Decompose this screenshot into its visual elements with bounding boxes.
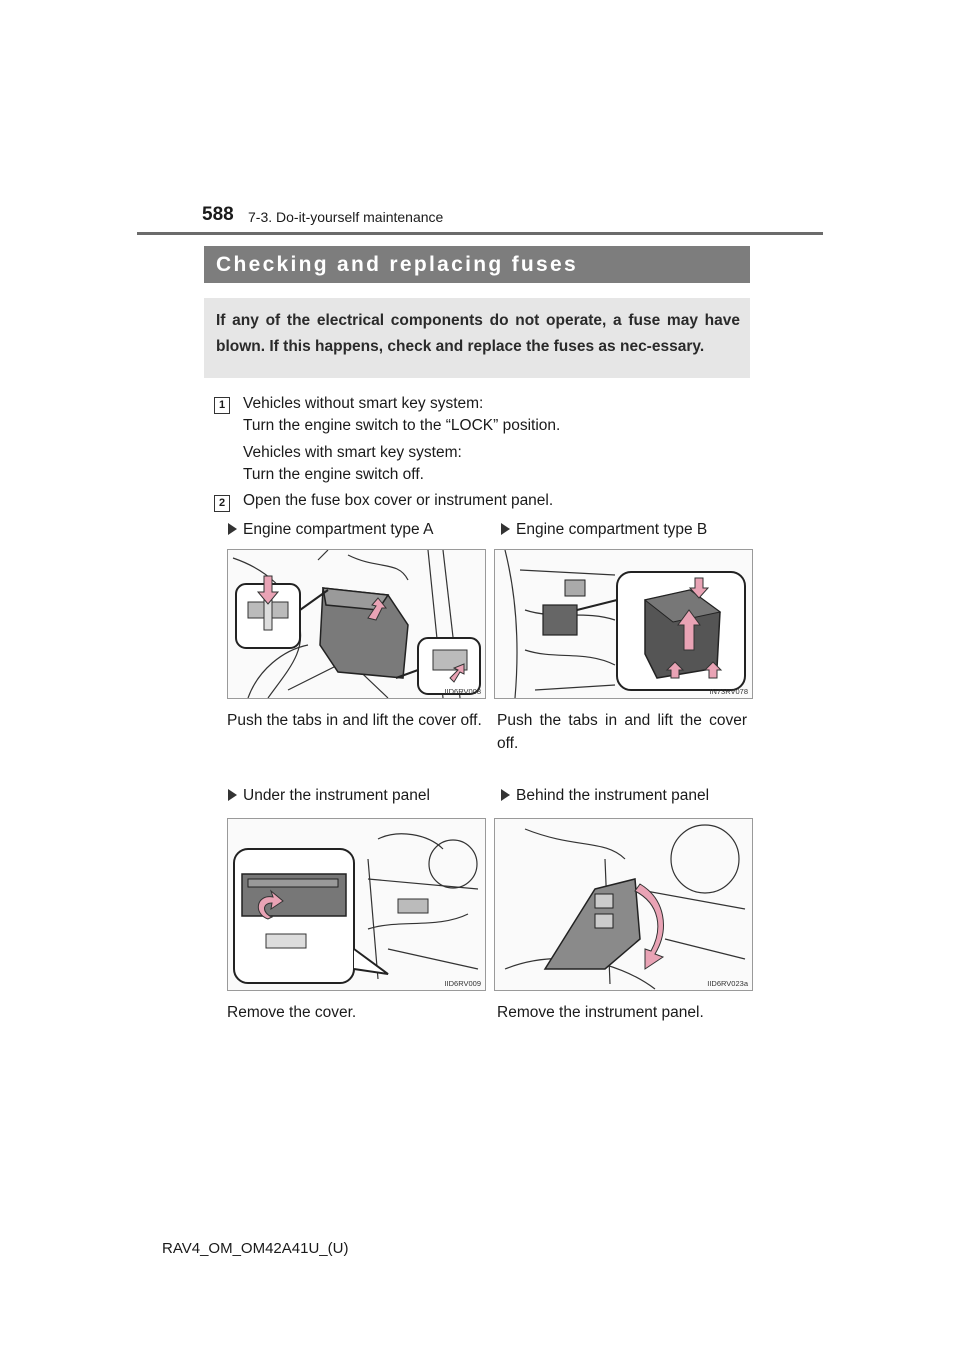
- page-title: Checking and replacing fuses: [216, 253, 578, 276]
- header-rule: [137, 232, 823, 235]
- figure-code: IID6RV023a: [707, 979, 748, 988]
- engine-type-b-illustration: [495, 550, 752, 698]
- figure-code: IN73RV078: [709, 687, 748, 696]
- step-1-line-1: Vehicles without smart key system:: [243, 395, 484, 412]
- caption-under-panel: Remove the cover.: [227, 1004, 357, 1021]
- figure-engine-type-b: [494, 549, 753, 699]
- intro-text: If any of the electrical components do not operate, a fuse may have blown. If this happens, check and replace the fuses as nec-essary.: [216, 312, 740, 355]
- option-under-panel-title: Under the instrument panel: [228, 787, 430, 805]
- triangle-bullet-icon: [501, 789, 510, 801]
- step-1-line-4: Turn the engine switch off.: [243, 466, 424, 483]
- triangle-bullet-icon: [228, 523, 237, 535]
- figure-under-instrument-panel: [227, 818, 486, 991]
- step-1-line-2: Turn the engine switch to the “LOCK” position.: [243, 417, 561, 434]
- section-title-bar: [204, 246, 750, 283]
- section-header: 7-3. Do-it-yourself maintenance: [248, 209, 444, 225]
- behind-panel-illustration: [495, 819, 752, 990]
- figure-behind-instrument-panel: [494, 818, 753, 991]
- option-engine-type-a-title: Engine compartment type A: [228, 521, 433, 539]
- footer-doc-code: RAV4_OM_OM42A41U_(U): [162, 1240, 349, 1257]
- caption-engine-type-a: Push the tabs in and lift the cover off.: [227, 712, 482, 729]
- figure-code: IID6RV008: [444, 687, 481, 696]
- page-number: 588: [202, 204, 234, 225]
- caption-behind-panel: Remove the instrument panel.: [497, 1004, 704, 1021]
- figure-engine-type-a: [227, 549, 486, 699]
- option-engine-type-b-title: Engine compartment type B: [501, 521, 707, 539]
- step-2-line-1: Open the fuse box cover or instrument panel.: [243, 492, 554, 509]
- caption-engine-type-b: Push the tabs in and lift the cover off.: [497, 712, 747, 752]
- under-panel-illustration: [228, 819, 485, 990]
- triangle-bullet-icon: [228, 789, 237, 801]
- step-1-line-3: Vehicles with smart key system:: [243, 444, 462, 461]
- step-1-badge: 1: [214, 397, 230, 414]
- step-2-badge: 2: [214, 495, 230, 512]
- triangle-bullet-icon: [501, 523, 510, 535]
- option-behind-panel-title: Behind the instrument panel: [501, 787, 709, 805]
- intro-box: [204, 298, 750, 378]
- figure-code: IID6RV009: [444, 979, 481, 988]
- engine-type-a-illustration: [228, 550, 485, 698]
